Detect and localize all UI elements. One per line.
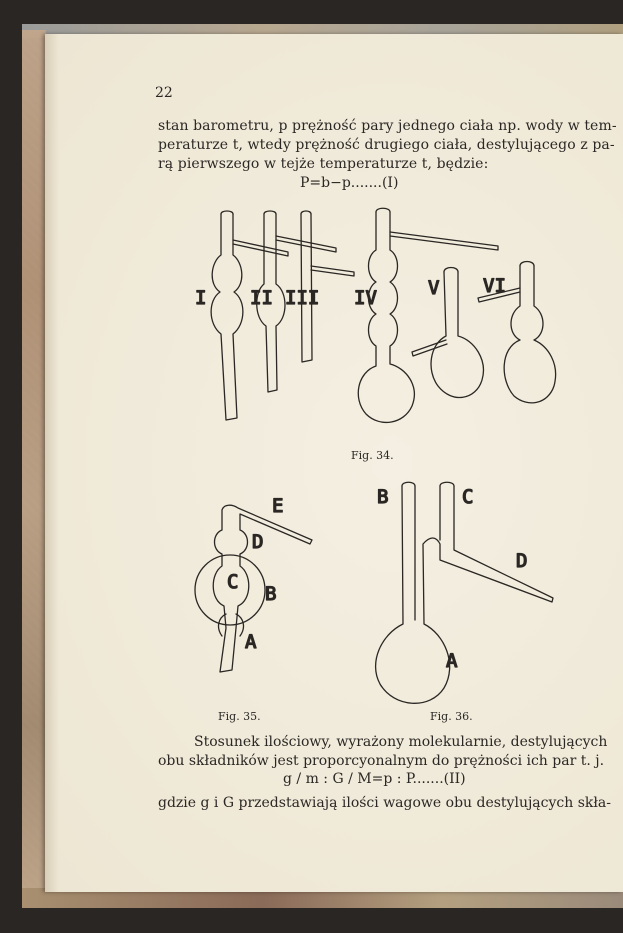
fig34-label-V: V xyxy=(428,277,440,299)
fig34-label-I: I xyxy=(195,287,207,309)
fig35-caption: Fig. 35. xyxy=(218,710,261,723)
page-number: 22 xyxy=(155,85,173,101)
fig36-label-A: A xyxy=(446,650,458,672)
fig35-label-D: D xyxy=(252,531,264,553)
equation-1: P=b−p.......(I) xyxy=(300,175,399,191)
paragraph-1-line-1: stan barometru, p prężność pary jednego ciała np. wody w tem- xyxy=(158,118,617,134)
paragraph-2-line-2: obu składników jest proporcyonalnym do prężności ich par t. j. xyxy=(158,753,605,769)
fig36-label-C: C xyxy=(462,486,474,508)
fig34-apparatus-V xyxy=(412,268,483,398)
fig35-label-A: A xyxy=(245,631,257,653)
fig34-label-III: III xyxy=(285,287,320,309)
paragraph-1-line-3: rą pierwszego w tejże temperaturze t, będzie: xyxy=(158,156,489,172)
fig35-label-C: C xyxy=(227,571,239,593)
paragraph-2-line-1: Stosunek ilościowy, wyrażony molekularnie, destylujących xyxy=(194,734,608,750)
fig35-label-B: B xyxy=(265,583,277,605)
fig36-apparatus xyxy=(376,482,553,703)
fig36-label-B: B xyxy=(377,486,389,508)
fig36-label-D: D xyxy=(516,550,528,572)
fig36-caption: Fig. 36. xyxy=(430,710,473,723)
fig34-label-II: II xyxy=(250,287,273,309)
paragraph-2 xyxy=(158,733,608,771)
fig35-label-E: E xyxy=(272,495,284,517)
equation-2: g / m : G / M=p : P.......(II) xyxy=(283,771,466,787)
fig34-label-VI: VI xyxy=(483,275,506,297)
paragraph-1-line-2: peraturze t, wtedy prężność drugiego ciała, destylującego z pa- xyxy=(158,137,615,153)
fig34-label-IV: IV xyxy=(354,287,377,309)
paragraph-3: gdzie g i G przedstawiają ilości wagowe obu destylujących skła- xyxy=(158,795,611,811)
fig34-caption: Fig. 34. xyxy=(351,449,394,462)
